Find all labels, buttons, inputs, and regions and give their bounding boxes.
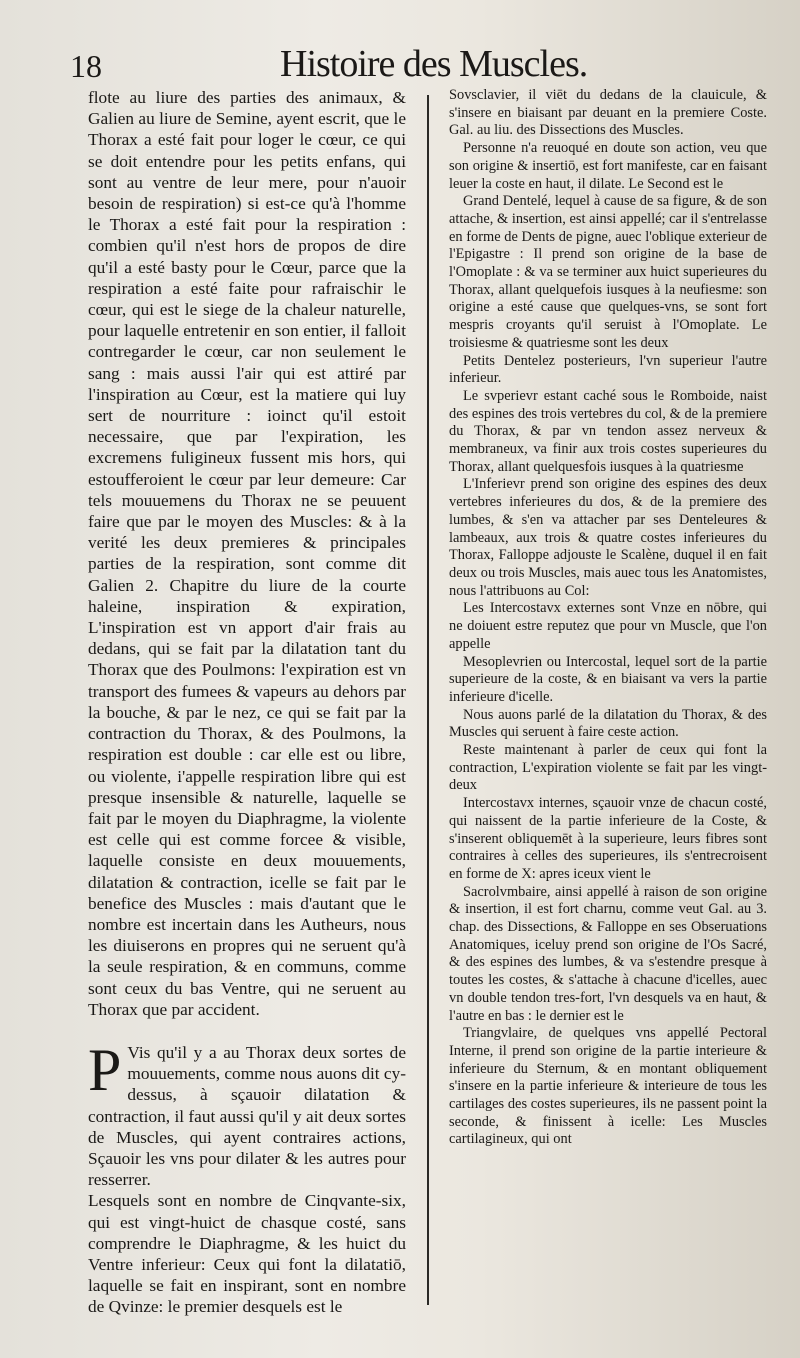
paragraph: flote au liure des parties des animaux, & Galien au liure de Semine, ayent escrit, que le Thorax a esté fait pour loger le cœur, ce qui se doit entendre pour les petits enfans, qui sont au ventre de leur mere, pour n'auoir besoin de respiration) si est-ce qu'à l'homme le Thorax a esté fait pour la respiration : combien qu'il n'est hors de propos de dire qu'il a esté basty pour le Cœur, parce que la respiration a esté faite pour rafraischir le cœur, qui est le siege de la chaleur naturelle, pour laquelle entretenir en son entier, il falloit contregarder le cœur, car non seulement le sang : mais aussi l'air qui est attiré par l'inspiration au Cœur, est la matiere qui luy sert de nourriture : ioinct qu'il estoit necessaire, que par l'expiration, les excremens fuligineux fussent mis hors, qui estoufferoient le cœur par leur demeure: Car tels mouuemens du Thorax ne se peuuent faire que par le moyen des Muscles: & à la verité les deux premieres & principales parties de la respiration, sont comme dit Galien 2. Chapitre du liure de la courte haleine, inspiration & expiration, L'inspiration est vn apport d'air frais au dedans, qui se fait par la dilatation tant du Thorax que des Poulmons: l'expiration est vn transport des fumees & vapeurs au dehors par la bouche, & par le nez, ce qui se fait par la contraction du Thorax, & des Poulmons, la respiration est double : car elle est ou libre, ou violente, i'appelle respiration libre qui est presque insensible & naturelle, laquelle se fait par le moyen du Diaphragme, la violente est celle qui est comme forcee & visible, laquelle consiste en deux mouuements, dilatation & contraction, icelle se fait par le benefice des Muscles : mais d'autant que le nombre est incertain dans les Autheurs, nous les diuiserons en propres qui ne seruent qu'à la seule respiration, & en communs, comme sont ceux du bas Ventre, qui ne seruent au Thorax que par accident. xyxy=(88,88,406,1019)
paragraph: Nous auons parlé de la dilatation du Thorax, & des Muscles qui seruent à faire ceste action. xyxy=(449,706,767,741)
running-head: Histoire des Muscles. xyxy=(280,43,588,85)
paragraph: Le svperievr estant caché sous le Romboide, naist des espines des trois vertebres du col, & de la premiere du Thorax, & par vn tendon assez nerveux & membraneux, va finir aux trois costes superieures du Thorax, allant quelquesfois iusques à la quatriesme xyxy=(449,387,767,475)
drop-cap: P xyxy=(88,1036,122,1103)
paragraph: Sovsclavier, il viēt du dedans de la clauicule, & s'insere en biaisant par deuant en la premiere Coste. Gal. au liu. des Dissections des Muscles. xyxy=(449,87,767,139)
paragraph: Intercostavx internes, sçauoir vnze de chacun costé, qui naissent de la partie inferieure de la Coste, & s'inserent obliquemēt à la superieure, leurs fibres sont contraires à celles des superieures, ils s'entrecroisent en forme de X: apres iceux vient le xyxy=(449,795,767,882)
page-number: 18 xyxy=(70,48,102,84)
paragraph: Petits Dentelez posterieurs, l'vn superieur l'autre inferieur. xyxy=(449,352,767,387)
paragraph: Sacrolvmbaire, ainsi appellé à raison de son origine & insertion, il est fort charnu, comme veut Gal. au 3. chap. des Dissections, & Falloppe en ses Obseruations Anatomiques, iceluy prend son origine de l'Os Sacré, & des espines des lumbes, & va s'estendre presque à toutes les costes, & s'attache à chacune d'icelles, auec vn double tendon tres-fort, l'vn desquels va en haut, & l'autre en bas : le dernier est le xyxy=(449,883,767,1024)
paragraph: Triangvlaire, de quelques vns appellé Pectoral Interne, il prend son origine de la partie interieure & inferieure du Sternum, & en montant obliquement s'insere en la partie inferieure & interieure de tous les cartilages des costes superieures, ils ne passent point la seconde, & finissent à icelle: Les Muscles cartilagineux, qui ont xyxy=(449,1025,767,1148)
page-header xyxy=(70,44,770,88)
left-column xyxy=(88,87,406,1358)
right-column xyxy=(449,87,767,1358)
paragraph: Reste maintenant à parler de ceux qui font la contraction, L'expiration violente se fait par les vingt-deux xyxy=(449,742,767,794)
paragraph-text: Vis qu'il y a au Thorax deux sortes de mouuements, comme nous auons dit cy-dessus, à sçauoir dilatation & contraction, il faut aussi qu'il y ait deux sortes de Muscles, qui ayent contraires actions, Sçauoir les vns pour dilater & les autres pour resserrer. xyxy=(88,1042,406,1190)
paragraph: Grand Dentelé, lequel à cause de sa figure, & de son attache, & insertion, est ainsi appellé; car il s'entrelasse en forme de Dents de pigne, auec l'oblique exterieur de l'Epigastre : Il prend son origine de la base de l'Omoplate : & va se terminer aux huict superieures du Thorax, allant quelquefois iusques à la neufiesme: son origine a esté cause que quelques-vns, se sont fort mespris croyants qu'il seruist à l'Omoplate. Le troisiesme & quatriesme sont les deux xyxy=(449,193,767,351)
paragraph-with-dropcap xyxy=(88,1036,406,1190)
paragraph: Mesoplevrien ou Intercostal, lequel sort de la partie superieure de la coste, & en biaisant va vers la partie inferieure d'icelle. xyxy=(449,653,767,705)
paragraph: Lesquels sont en nombre de Cinqvante-six, qui est vingt-huict de chasque costé, sans comprendre le Diaphragme, & les huict du Ventre inferieur: Ceux qui font la dilatatiō, laquelle se fait en inspirant, sont en nombre de Qvinze: le premier desquels est le xyxy=(88,1191,406,1317)
paragraph: Les Intercostavx externes sont Vnze en nōbre, qui ne doiuent estre reputez que pour vn Muscle, que l'on appelle xyxy=(449,600,767,652)
column-divider xyxy=(427,95,429,1305)
paragraph: L'Inferievr prend son origine des espines des deux vertebres inferieures du dos, & de la premiere des lumbes, & s'en va attacher par ses Denteleures & lambeaux, aux trois & quatre costes inferieures du Thorax, Falloppe adjouste le Scalène, duquel il en fait deux ou trois Muscles, mais auec tous les Anatomistes, nous l'attribuons au Col: xyxy=(449,476,767,599)
paragraph: Personne n'a reuoqué en doute son action, veu que son origine & insertiō, est fort manifeste, car en faisant leuer la coste en haut, il dilate. Le Second est le xyxy=(449,140,767,192)
